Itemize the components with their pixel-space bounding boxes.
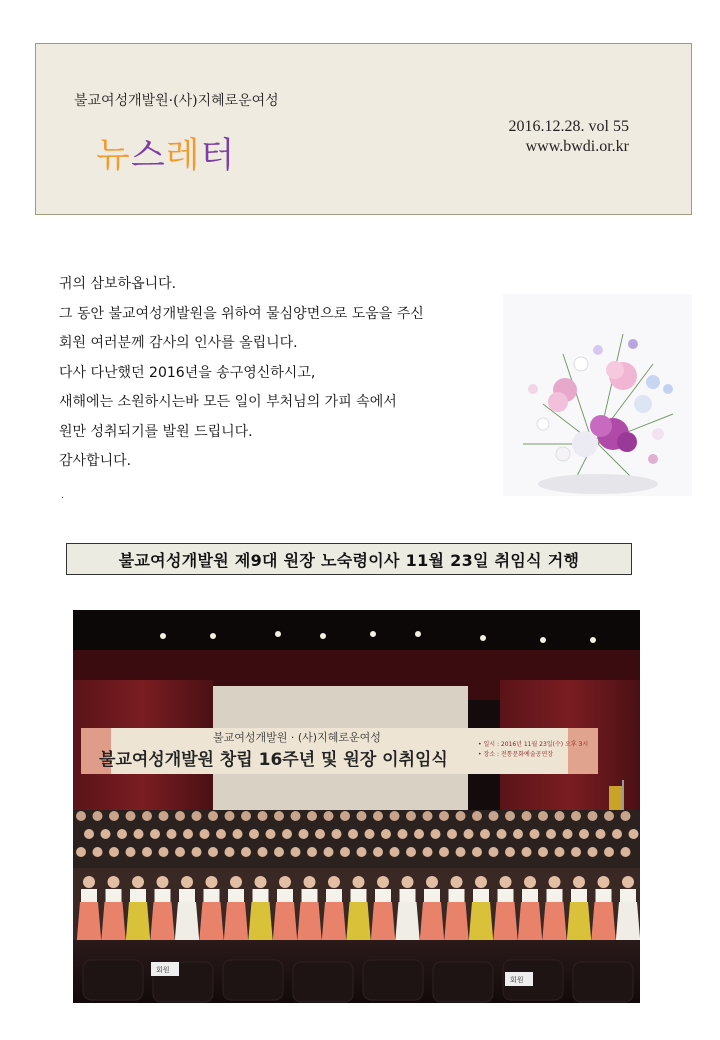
greeting-line: 감사합니다. xyxy=(59,453,132,469)
attendee-head xyxy=(522,847,532,857)
attendee-head xyxy=(233,829,243,839)
ceremony-group-photo xyxy=(73,610,640,1003)
attendee-head xyxy=(274,847,284,857)
greeting-line: 그 동안 불교여성개발원을 위하여 물심양면으로 도움을 주신 xyxy=(59,305,424,322)
attendee-head xyxy=(530,829,540,839)
attendee-head xyxy=(604,847,614,857)
attendee-head xyxy=(513,829,523,839)
attendee-head xyxy=(522,811,532,821)
banner-organization: 불교여성개발원 · (사)지혜로운여성 xyxy=(213,731,381,744)
attendee-head xyxy=(249,829,259,839)
stray-dot: . xyxy=(61,490,65,501)
attendee-head xyxy=(563,829,573,839)
attendee-head xyxy=(76,811,86,821)
attendee-head xyxy=(183,829,193,839)
attendee-head xyxy=(159,811,169,821)
attendee-head xyxy=(604,811,614,821)
greeting-line: 회원 여러분께 감사의 인사를 올립니다. xyxy=(59,335,298,351)
banner-title: 불교여성개발원 창립 16주년 및 원장 이취임식 xyxy=(99,750,448,770)
attendee-head xyxy=(439,847,449,857)
attendee-head xyxy=(84,829,94,839)
attendee-head xyxy=(621,811,631,821)
attendee-head xyxy=(629,829,639,839)
attendee-head xyxy=(282,829,292,839)
attendee-head xyxy=(579,829,589,839)
attendee-head xyxy=(381,829,391,839)
attendee-head xyxy=(142,847,152,857)
attendee-head xyxy=(621,847,631,857)
attendee-head xyxy=(216,829,226,839)
attendee-head xyxy=(101,829,111,839)
attendee-head xyxy=(390,847,400,857)
attendee-head xyxy=(348,829,358,839)
attendee-head xyxy=(340,847,350,857)
attendee-head xyxy=(464,829,474,839)
attendee-head xyxy=(126,847,136,857)
attendee-head xyxy=(291,847,301,857)
seat-label: 회원 xyxy=(510,976,524,984)
attendee-head xyxy=(142,811,152,821)
issue-info xyxy=(509,117,629,157)
attendee-head xyxy=(497,829,507,839)
website-link[interactable]: www.bwdi.or.kr xyxy=(525,138,629,155)
attendee-head xyxy=(357,847,367,857)
attendee-head xyxy=(324,847,334,857)
attendee-head xyxy=(200,829,210,839)
attendee-head xyxy=(538,847,548,857)
attendee-head xyxy=(109,847,119,857)
attendee-head xyxy=(472,811,482,821)
newsletter-header xyxy=(35,43,692,215)
attendee-head xyxy=(324,811,334,821)
attendee-head xyxy=(406,811,416,821)
attendee-head xyxy=(225,811,235,821)
attendee-head xyxy=(423,811,433,821)
organization-name: 불교여성개발원·(사)지혜로운여성 xyxy=(74,93,279,109)
attendee-head xyxy=(546,829,556,839)
attendee-head xyxy=(365,829,375,839)
attendee-head xyxy=(538,811,548,821)
attendee-head xyxy=(241,811,251,821)
attendee-head xyxy=(571,847,581,857)
title-char: 터 xyxy=(200,136,236,176)
greeting-line: 새해에는 소원하시는바 모든 일이 부처님의 가피 속에서 xyxy=(59,394,397,410)
attendee-head xyxy=(299,829,309,839)
attendee-head xyxy=(167,829,177,839)
attendee-head xyxy=(126,811,136,821)
attendee-head xyxy=(175,847,185,857)
banner-place: • 장소 : 전통문화예술공연장 xyxy=(478,751,554,758)
attendee-head xyxy=(456,811,466,821)
seat-label: 회원 xyxy=(156,966,170,974)
attendee-head xyxy=(406,847,416,857)
attendee-head xyxy=(390,811,400,821)
attendee-head xyxy=(423,847,433,857)
attendee-head xyxy=(555,847,565,857)
attendee-head xyxy=(439,811,449,821)
newsletter-title xyxy=(96,128,235,178)
attendee-head xyxy=(398,829,408,839)
greeting-line: 귀의 삼보하옵니다. xyxy=(59,276,177,292)
attendee-head xyxy=(225,847,235,857)
attendee-head xyxy=(505,811,515,821)
attendee-head xyxy=(472,847,482,857)
attendee-head xyxy=(373,847,383,857)
attendee-head xyxy=(258,847,268,857)
attendee-head xyxy=(93,847,103,857)
attendee-head xyxy=(596,829,606,839)
attendee-head xyxy=(332,829,342,839)
attendee-head xyxy=(208,847,218,857)
attendee-head xyxy=(456,847,466,857)
attendee-head xyxy=(571,811,581,821)
attendee-head xyxy=(175,811,185,821)
attendee-head xyxy=(109,811,119,821)
attendee-head xyxy=(588,811,598,821)
attendee-head xyxy=(266,829,276,839)
greeting-line: 다사 다난했던 2016년을 송구영신하시고, xyxy=(59,364,316,381)
attendee-head xyxy=(134,829,144,839)
attendee-head xyxy=(505,847,515,857)
attendee-head xyxy=(241,847,251,857)
attendee-head xyxy=(489,847,499,857)
title-char: 레 xyxy=(165,136,201,176)
attendee-head xyxy=(307,847,317,857)
attendee-head xyxy=(192,811,202,821)
attendee-head xyxy=(414,829,424,839)
banner-date: • 일시 : 2016년 11월 23일(수) 오후 3시 xyxy=(478,741,589,748)
flower-bouquet-image xyxy=(503,294,692,496)
article-headline: 불교여성개발원 제9대 원장 노숙령이사 11월 23일 취임식 거행 xyxy=(66,543,632,575)
attendee-head xyxy=(258,811,268,821)
attendee-head xyxy=(555,811,565,821)
attendee-head xyxy=(208,811,218,821)
greeting-line: 원만 성취되기를 발원 드립니다. xyxy=(59,423,253,440)
attendee-head xyxy=(315,829,325,839)
attendee-head xyxy=(340,811,350,821)
attendee-head xyxy=(93,811,103,821)
attendee-head xyxy=(159,847,169,857)
title-char: 뉴 xyxy=(96,136,131,176)
attendee-head xyxy=(357,811,367,821)
attendee-head xyxy=(431,829,441,839)
attendee-head xyxy=(192,847,202,857)
attendee-head xyxy=(291,811,301,821)
attendee-head xyxy=(480,829,490,839)
attendee-head xyxy=(612,829,622,839)
greeting-message xyxy=(59,270,499,477)
attendee-head xyxy=(150,829,160,839)
attendee-head xyxy=(373,811,383,821)
attendee-head xyxy=(117,829,127,839)
title-char: 스 xyxy=(130,136,166,176)
attendee-head xyxy=(76,847,86,857)
attendee-head xyxy=(447,829,457,839)
attendee-head xyxy=(307,811,317,821)
attendee-head xyxy=(274,811,284,821)
attendee-head xyxy=(588,847,598,857)
attendee-head xyxy=(489,811,499,821)
issue-date-volume: 2016.12.28. vol 55 xyxy=(508,118,629,135)
